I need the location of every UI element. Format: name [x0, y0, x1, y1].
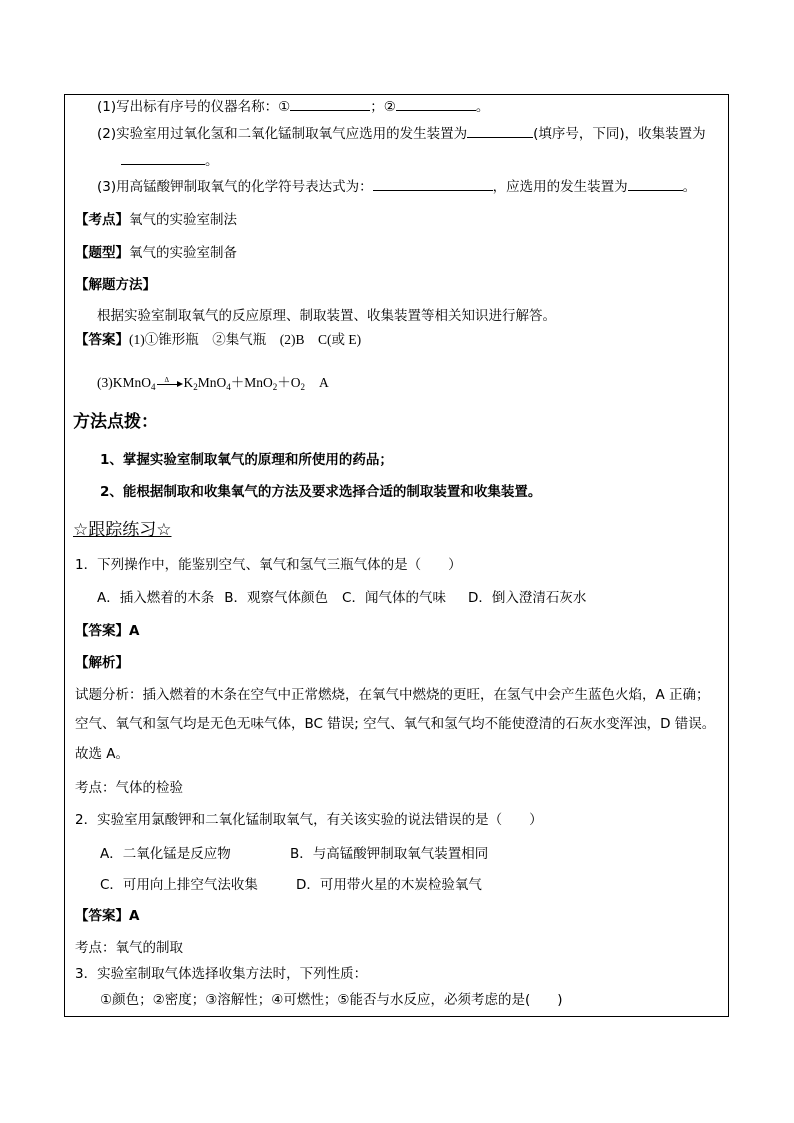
answer-blank-2[interactable]	[396, 97, 476, 111]
exercise-1-stem: 1．下列操作中，能鉴别空气、氧气和氢气三瓶气体的是（ ）	[75, 557, 462, 573]
kaodian-text: 氧气的实验室制法	[129, 212, 237, 228]
answer-blank-5[interactable]	[373, 177, 493, 191]
answer-blank-1[interactable]	[290, 97, 370, 111]
question-part-2-cont: 。	[121, 151, 219, 170]
exercise-1-point: 考点：气体的检验	[75, 780, 183, 796]
method-heading: 方法点拨：	[73, 412, 158, 432]
ex2-option-b: B．与高锰酸钾制取氧气装置相同	[290, 846, 489, 862]
method-tip-1: 1、掌握实验室制取氧气的原理和所使用的药品；	[100, 452, 393, 468]
ex1-option-b: B．观察气体颜色	[224, 590, 329, 606]
answer-text: (1)①锥形瓶 ②集气瓶 (2)B C(或 E)	[129, 332, 362, 347]
ex2-option-d: D．可用带火星的木炭检验氧气	[296, 877, 482, 893]
tixing-line	[75, 244, 237, 262]
ex2-option-a: A．二氧化锰是反应物	[100, 846, 231, 862]
tracking-heading: ☆跟踪练习☆	[73, 520, 172, 540]
ex2-option-c: C．可用向上排空气法收集	[100, 877, 258, 893]
chemical-equation: (3)KMnO$_4$ Δ $K_2MnO_4+MnO_2+O_2$ A	[97, 375, 329, 392]
answer-blank-4[interactable]	[121, 151, 205, 165]
jieti-label: 【解题方法】	[75, 277, 156, 293]
exercise-3-options: ①颜色；②密度；③溶解性；④可燃性；⑤能否与水反应，必须考虑的是( )	[100, 992, 563, 1008]
method-tip-2: 2、能根据制取和收集氧气的方法及要求选择合适的制取装置和收集装置。	[100, 484, 542, 500]
ex1-option-c: C．闻气体的气味	[342, 590, 446, 606]
exercise-1-options	[97, 589, 586, 607]
tixing-label: 【题型】	[75, 245, 129, 261]
exercise-1-analysis-2: 空气、氧气和氢气均是无色无味气体，BC 错误; 空气、氧气和氢气均不能使澄清的石灰水变浑浊，D 错误。	[75, 716, 716, 732]
answer-blank-6[interactable]	[628, 177, 683, 191]
exercise-1-analysis-3: 故选 A。	[75, 746, 130, 762]
jieti-text: 根据实验室制取氧气的反应原理、制取装置、收集装置等相关知识进行解答。	[97, 308, 556, 324]
answer-blank-3[interactable]	[467, 124, 533, 138]
question-part-2: (2)实验室用过氧化氢和二氧化锰制取氧气应选用的发生装置为 (填序号，下同)，收集装置为	[97, 126, 706, 142]
exercise-2-answer: 【答案】A	[75, 908, 140, 924]
kaodian-line	[75, 211, 237, 229]
answer-line-1	[75, 331, 361, 349]
exercise-1-answer: 【答案】A	[75, 623, 140, 639]
exercise-2-stem: 2．实验室用氯酸钾和二氧化锰制取氧气，有关该实验的说法错误的是（ ）	[75, 812, 543, 828]
question-part-3: (3)用高锰酸钾制取氧气的化学符号表达式为： ，应选用的发生装置为 。	[97, 179, 697, 195]
answer-label: 【答案】	[75, 332, 129, 348]
ex1-option-a: A．插入燃着的木条	[97, 590, 215, 606]
kaodian-label: 【考点】	[75, 212, 129, 228]
reaction-arrow-icon: Δ	[157, 379, 183, 389]
exercise-3-stem: 3．实验室制取气体选择收集方法时，下列性质：	[75, 966, 368, 982]
exercise-1-analysis-label: 【解析】	[75, 655, 129, 671]
exercise-1-analysis-1: 试题分析：插入燃着的木条在空气中正常燃烧，在氧气中燃烧的更旺，在氢气中会产生蓝色火焰，A 正确；	[75, 687, 710, 703]
tixing-text: 氧气的实验室制备	[129, 245, 237, 261]
exercise-2-point: 考点：氧气的制取	[75, 940, 183, 956]
ex1-option-d: D．倒入澄清石灰水	[467, 590, 587, 606]
question-part-1: (1)写出标有序号的仪器名称：① ；② 。	[97, 99, 490, 115]
